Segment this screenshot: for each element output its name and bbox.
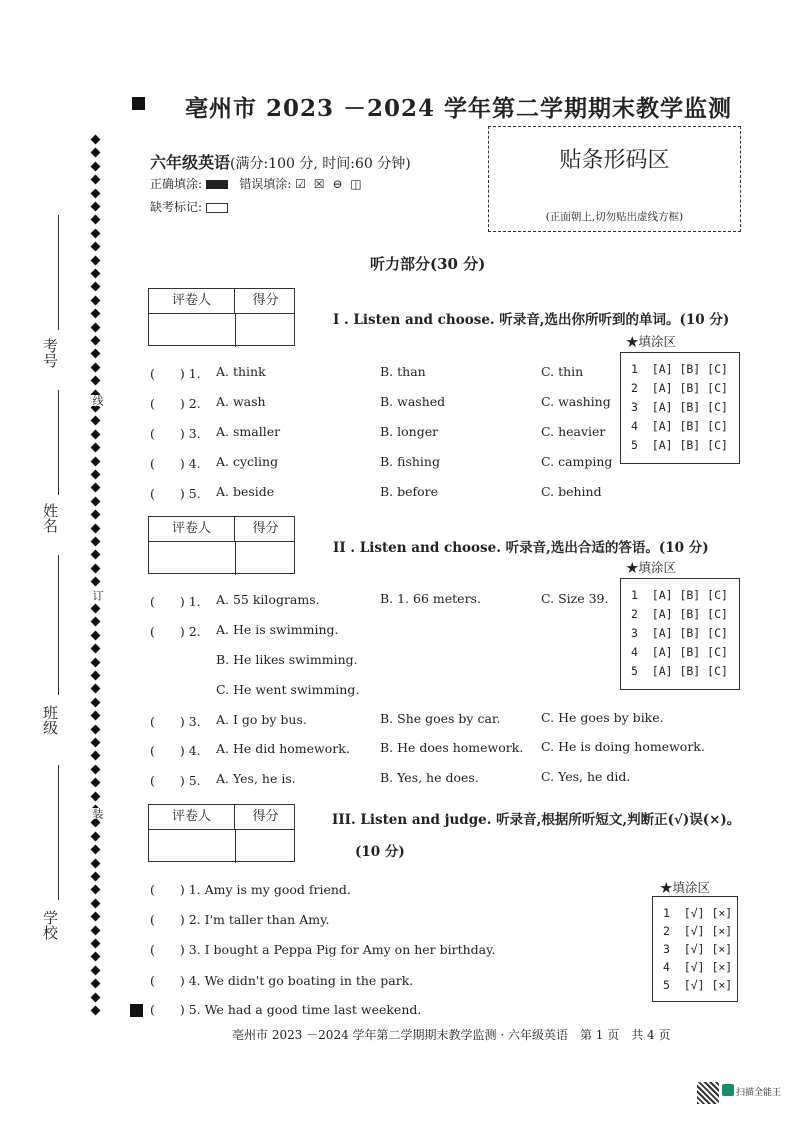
option-b: B. He likes swimming.: [216, 652, 358, 667]
barcode-area: [488, 126, 741, 232]
binding-diamond: [91, 148, 101, 158]
answer-row[interactable]: 5 [A] [B] [C]: [631, 664, 728, 678]
binding-diamond: [91, 523, 101, 533]
answer-row[interactable]: 4 [A] [B] [C]: [631, 419, 728, 433]
option-b: B. before: [380, 484, 439, 499]
part3-title: III. Listen and judge. 听录音,根据所听短文,判断正(√)误(×)。: [332, 812, 741, 828]
qr-code-icon: [697, 1082, 719, 1104]
judge-question: ( ) 3. I bought a Peppa Pig for Amy on her birthday.: [150, 942, 496, 957]
scanner-app-logo-icon: [722, 1084, 734, 1096]
part3-fill-area-label: ★填涂区: [660, 880, 711, 895]
option-a: A. cycling: [216, 454, 279, 469]
score-label: 得分: [252, 521, 279, 536]
option-a: A. I go by bus.: [216, 712, 307, 727]
binding-diamond: [91, 885, 101, 895]
score-label: 得分: [252, 809, 279, 824]
binding-diamond: [91, 898, 101, 908]
option-a: A. He is swimming.: [216, 622, 339, 637]
page-title: 亳州市 2023 －2024 学年第二学期期末教学监测: [185, 95, 733, 122]
option-c: C. He went swimming.: [216, 682, 360, 697]
answer-row[interactable]: 1 [A] [B] [C]: [631, 362, 728, 376]
binding-diamond: [91, 496, 101, 506]
option-c: C. He is doing homework.: [541, 739, 705, 754]
binding-diamond: [91, 188, 101, 198]
binding-diamond: [91, 912, 101, 922]
binding-diamond: [91, 550, 101, 560]
option-b: B. 1. 66 meters.: [380, 591, 481, 606]
binding-diamond: [91, 429, 101, 439]
question-number: ( ) 1.: [150, 594, 201, 609]
part2-answer-grid[interactable]: [620, 578, 740, 690]
option-a: A. smaller: [216, 424, 281, 439]
question-number: ( ) 1.: [150, 366, 201, 381]
option-b: B. washed: [380, 394, 446, 409]
binding-diamond: [91, 845, 101, 855]
binding-diamond: [91, 336, 101, 346]
binding-diamond: [91, 644, 101, 654]
score-box-2: [148, 516, 295, 574]
subject: 六年级英语: [150, 153, 231, 172]
binding-diamond: [91, 309, 101, 319]
option-b: B. She goes by car.: [380, 711, 501, 726]
binding-diamond: [91, 443, 101, 453]
side-label-school: 学校: [41, 910, 59, 940]
question-number: ( ) 4.: [150, 743, 201, 758]
question-number: ( ) 2.: [150, 624, 201, 639]
binding-diamond: [91, 791, 101, 801]
binding-diamond: [91, 483, 101, 493]
answer-row[interactable]: 2 [A] [B] [C]: [631, 607, 728, 621]
binding-diamond: [91, 979, 101, 989]
part1-title: I . Listen and choose. 听录音,选出你所听到的单词。(10 分): [333, 312, 730, 328]
option-c: C. behind: [541, 484, 602, 499]
option-c: C. thin: [541, 364, 584, 379]
score-box-1: [148, 288, 295, 346]
reviewer-label: 评卷人: [149, 289, 235, 313]
binding-diamond: [91, 563, 101, 573]
watermark-text: 扫描全能王: [736, 1088, 782, 1098]
binding-diamond: [91, 269, 101, 279]
reviewer-label: 评卷人: [149, 517, 235, 541]
option-c: C. Yes, he did.: [541, 769, 631, 784]
class-line: [58, 555, 59, 695]
binding-diamond: [91, 349, 101, 359]
option-b: B. He does homework.: [380, 740, 524, 755]
option-c: C. heavier: [541, 424, 606, 439]
option-a: A. wash: [216, 394, 266, 409]
binding-diamond: [91, 818, 101, 828]
option-c: C. Size 39.: [541, 591, 609, 606]
side-label-class: 班级: [41, 705, 59, 735]
judge-question: ( ) 2. I'm taller than Amy.: [150, 912, 330, 927]
binding-diamond: [91, 202, 101, 212]
binding-diamond: [91, 751, 101, 761]
part1-fill-area-label: ★填涂区: [626, 334, 677, 349]
judge-question: ( ) 1. Amy is my good friend.: [150, 882, 351, 897]
answer-row[interactable]: 3 [√] [×]: [663, 942, 733, 956]
title-square-marker: [132, 97, 145, 110]
binding-diamond: [91, 537, 101, 547]
binding-diamond: [91, 175, 101, 185]
question-number: ( ) 2.: [150, 396, 201, 411]
binding-diamond: [91, 470, 101, 480]
question-number: ( ) 5.: [150, 486, 201, 501]
absent-checkbox[interactable]: [206, 203, 228, 213]
answer-row[interactable]: 2 [√] [×]: [663, 924, 733, 938]
question-number: ( ) 4.: [150, 456, 201, 471]
answer-row[interactable]: 4 [√] [×]: [663, 960, 733, 974]
part3-points: (10 分): [355, 844, 405, 860]
binding-diamond: [91, 242, 101, 252]
part3-answer-grid[interactable]: [652, 896, 738, 1002]
binding-diamond: [91, 657, 101, 667]
binding-diamond: [91, 858, 101, 868]
binding-diamond: [91, 711, 101, 721]
binding-diamond: [91, 697, 101, 707]
binding-diamond: [91, 764, 101, 774]
binding-diamond: [91, 376, 101, 386]
binding-diamond: [91, 228, 101, 238]
option-c: C. He goes by bike.: [541, 710, 664, 725]
option-a: A. beside: [216, 484, 275, 499]
binding-label-line: 线: [91, 395, 104, 406]
binding-diamond: [91, 965, 101, 975]
option-b: B. fishing: [380, 454, 440, 469]
wrong-fill-samples: ☑ ☒ ⊖ ◫: [295, 177, 364, 191]
binding-diamond: [91, 255, 101, 265]
answer-row[interactable]: 4 [A] [B] [C]: [631, 645, 728, 659]
binding-diamond: [91, 738, 101, 748]
option-c: C. washing: [541, 394, 611, 409]
binding-diamond: [91, 295, 101, 305]
binding-label-ding: 订: [91, 590, 104, 601]
binding-diamond: [91, 630, 101, 640]
answer-row[interactable]: 1 [√] [×]: [663, 906, 733, 920]
correct-fill-sample: [206, 180, 228, 189]
binding-diamond: [91, 161, 101, 171]
school-line: [58, 765, 59, 900]
binding-diamond: [91, 939, 101, 949]
option-b: B. longer: [380, 424, 439, 439]
barcode-note: (正面朝上,切勿贴出虚线方框): [545, 211, 684, 223]
binding-diamond: [91, 282, 101, 292]
option-c: C. camping: [541, 454, 613, 469]
absent-mark-line: [150, 198, 228, 215]
binding-diamond: [91, 322, 101, 332]
answer-row[interactable]: 3 [A] [B] [C]: [631, 626, 728, 640]
question-number: ( ) 5.: [150, 773, 201, 788]
name-line: [58, 390, 59, 495]
answer-row[interactable]: 3 [A] [B] [C]: [631, 400, 728, 414]
binding-diamond: [91, 135, 101, 145]
binding-diamond: [91, 992, 101, 1002]
binding-diamond: [91, 215, 101, 225]
option-a: A. 55 kilograms.: [216, 592, 320, 607]
binding-diamond: [91, 831, 101, 841]
binding-diamond: [91, 510, 101, 520]
option-a: A. He did homework.: [216, 741, 350, 756]
barcode-title: 贴条形码区: [559, 148, 670, 173]
subject-line: [150, 150, 411, 173]
fill-instructions: [150, 175, 364, 192]
score-box-3: [148, 804, 295, 862]
option-b: B. than: [380, 364, 426, 379]
binding-diamond: [91, 925, 101, 935]
exam-meta: (满分:100 分, 时间:60 分钟): [230, 156, 411, 172]
part2-fill-area-label: ★填涂区: [626, 560, 677, 575]
reviewer-label: 评卷人: [149, 805, 235, 829]
page-footer: 亳州市 2023 －2024 学年第二学期期末教学监测 · 六年级英语 第 1 页 共 4 页: [232, 1028, 671, 1042]
side-label-name: 姓名: [41, 503, 59, 533]
binding-diamond: [91, 724, 101, 734]
score-label: 得分: [252, 293, 279, 308]
absent-label: 缺考标记:: [150, 200, 203, 214]
binding-diamond: [91, 456, 101, 466]
question-number: ( ) 3.: [150, 714, 201, 729]
binding-diamond: [91, 617, 101, 627]
question-number: ( ) 3.: [150, 426, 201, 441]
binding-diamond: [91, 416, 101, 426]
answer-row[interactable]: 1 [A] [B] [C]: [631, 588, 728, 602]
part1-answer-grid[interactable]: [620, 352, 740, 464]
judge-question: ( ) 4. We didn't go boating in the park.: [150, 973, 414, 988]
binding-diamond: [91, 362, 101, 372]
judge-question: ( ) 5. We had a good time last weekend.: [150, 1002, 422, 1017]
answer-row[interactable]: 2 [A] [B] [C]: [631, 381, 728, 395]
correct-fill-label: 正确填涂:: [150, 177, 203, 191]
wrong-fill-label: 错误填涂:: [239, 177, 292, 191]
binding-diamond: [91, 604, 101, 614]
binding-diamond: [91, 952, 101, 962]
binding-diamond: [91, 577, 101, 587]
bottom-square-marker: [130, 1004, 143, 1017]
binding-label-zhuang: 装: [91, 808, 104, 819]
exam-no-line: [58, 215, 59, 330]
listening-section-title: 听力部分(30 分): [370, 255, 486, 273]
side-label-exam-no: 考号: [41, 338, 59, 368]
part2-title: II . Listen and choose. 听录音,选出合适的答语。(10 分): [333, 540, 709, 556]
answer-row[interactable]: 5 [A] [B] [C]: [631, 438, 728, 452]
option-a: A. think: [216, 364, 266, 379]
answer-row[interactable]: 5 [√] [×]: [663, 978, 733, 992]
binding-diamond: [91, 1006, 101, 1016]
option-a: A. Yes, he is.: [216, 771, 296, 786]
binding-diamond: [91, 671, 101, 681]
option-b: B. Yes, he does.: [380, 770, 479, 785]
binding-diamond: [91, 872, 101, 882]
binding-diamond: [91, 684, 101, 694]
binding-diamond: [91, 778, 101, 788]
